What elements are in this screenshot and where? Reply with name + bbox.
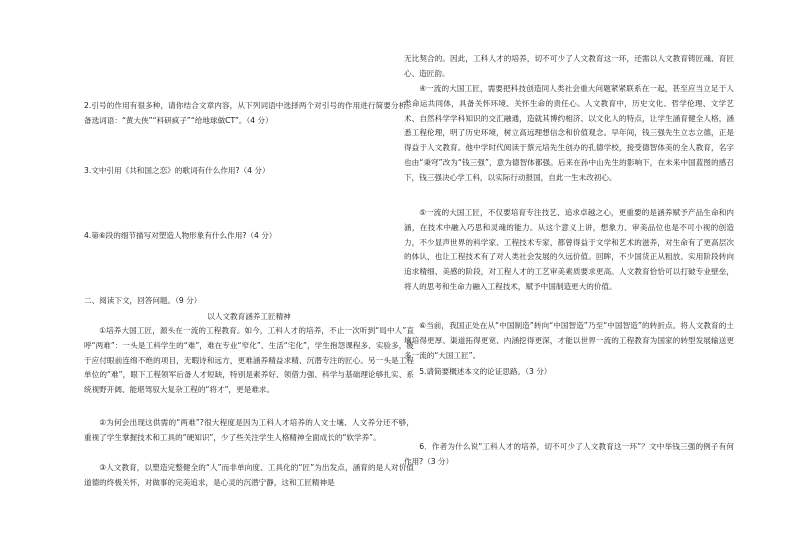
question-5: 5.请简要概述本文的论证思路。（3 分） [419,367,552,376]
question-3: 3.文中引用《共和国之恋》的歌词有什么作用?（4 分） [84,166,270,175]
question-2: 2.引号的作用有很多种，请你结合文章内容，从下列词语中选择两个对引号的作用进行简要分析。备选词语：“黄大侠”“科研疯子”“给地球做CT”。（4 分） [84,101,414,125]
paragraph-3: ③人文教育，以塑造完整健全的“人”而非单向度、工具化的“匠”为出发点，涵育的是人对价值道德的终极关怀，对做事的完美追求，是心灵的沉潜宁静，这和工匠精神是 [84,463,414,487]
paragraph-3-continued: 无比契合的。因此，工科人才的培养，切不可少了人文教育这一环，还需以人文教育铸匠魂、育匠心、造匠韵。 [404,54,734,78]
question-4: 4.第⑥段的细节描写对塑造人物形象有什么作用?（4 分） [84,231,277,240]
paragraph-6: ⑥当前，我国正处在从“中国制造”转向“中国智造”乃至“中国智造”的转折点。将人文教育的土壤培得更厚、渠道拓得更宽、内涵挖得更深，才能以世界一流的工程教育为国家的转型发展输送更多一流的“大国工匠”。 [404,321,734,360]
paragraph-4: ④一流的大国工匠，需要把科技创造同人类社会重大问题紧紧联系在一起，甚至应当立足于人类命运共同体，具备关怀环境、关怀生命的责任心。人文教育中，历史文化、哲学伦理、文学艺术、自然科学学科知识的交汇融通，造就其博约相济、以文化人的特点，让学生涵育健全人格，涵悉工程伦理，明了历史环境，树立高远理想信念和价值观念。早年间，钱三强先生立志立德，正是得益于人文教育。他中学时代阅读于蔡元培先生创办的孔德学校，接受德智体美的全人教育，名字也由“秉穹”改为“钱三强”，意为德智体都强。后来在孙中山先生的影响下，在未来中国蓝图的感召下，钱三强决心学工科，以实际行动报国，自此一生未改初心。 [404,84,734,182]
question-6: 6．作者为什么说“工科人才的培养，切不可少了人文教育这一环”？文中举钱三强的例子有何作用?（3 分） [404,442,734,466]
paragraph-1: ①培养大国工匠，源头在一流的工程教育。如今，工科人才的培养，不止一次听到“局中人”直呼“两难”：一头是工科学生的“难”，难在专业“窄化”、生活“宅化”，学生抱怨课程多、实验多，疲于应付眼前连绵不绝的项目，无暇诗和远方，更难涵养精益求精、沉潜专注的匠心。另一头是工程单位的“难”，眼下工程领军后备人才短缺，特别是素养好、领借力强、科学与基础理论够扎实、系统视野开阔、能堪驾驭大复杂工程的“将才”，更是难求。 [84,326,414,395]
paragraph-2: ②为何会出现这供需的“两难”?很大程度是因为工科人才培养的人文士壤、人文养分还不够，重视了学生掌握技术和工具的“硬知识”，少了些关注学生人格精神全面成长的“软学养”。 [84,418,414,442]
paragraph-5: ⑤一流的大国工匠，不仅要培育专注技艺、追求卓越之心，更重要的是涵养赋予产品生命和内涵，在技术中融入巧思和灵魂的能力。从这个意义上讲，想象力、审美品位也是不可小视的创造力，不少显声世界的科学家、工程技术专家，都曾得益于文学和艺术的滋养，对生命有了更高层次的体认，也让工程技术有了对人类社会发展的久远价值。回眸，不少国货正从粗放、实用阶段转向追求精细、美感的阶段，对工程人才的工艺审美素质要求更高。人文教育恰恰可以打破专业壁垒，将人的思考和生命力融入工程技术，赋予中国制造更大的价值。 [404,208,734,291]
section-heading: 二、阅读下文，回答问题。（9 分） [84,296,202,305]
article-title: 以人文教育涵养工匠精神 [207,312,291,321]
